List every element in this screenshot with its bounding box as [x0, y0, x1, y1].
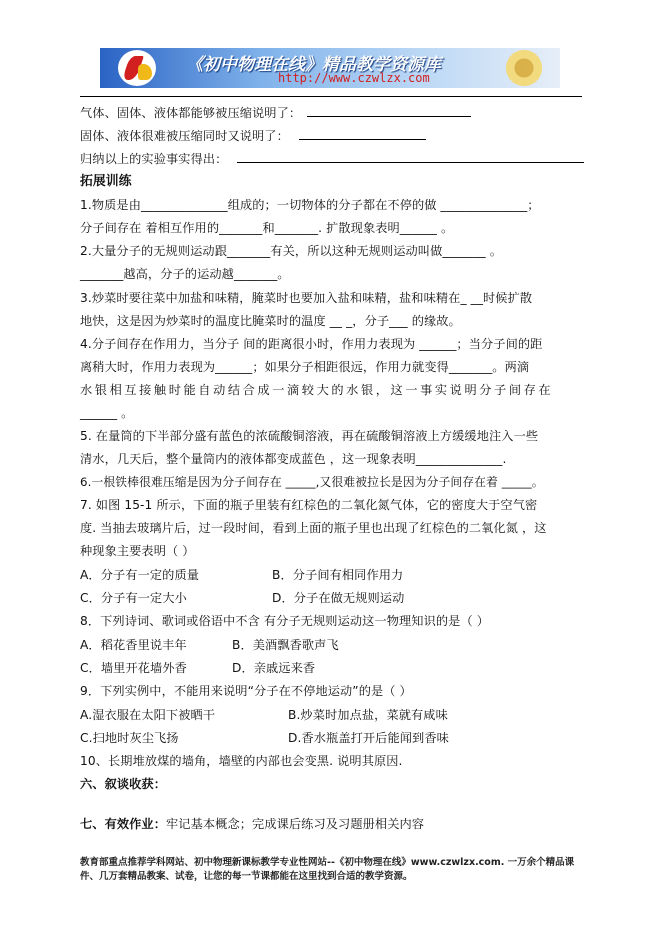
question-4-line-3: 水银相互接触时能自动结合成一滴较大的水银，这一事实说明分子间存在: [80, 383, 554, 397]
question-7-line-3: 种现象主要表明（ ）: [80, 544, 195, 558]
question-9-option-d: D.香水瓶盖打开后能闻到香味: [288, 731, 449, 745]
question-9-option-b: B.炒菜时加点盐，菜就有咸味: [288, 708, 448, 722]
footer-line-2: 件、几万套精品教案、试卷，让您的每一节课都能在这里找到合适的教学资源。: [80, 871, 413, 882]
question-9: 9．下列实例中，不能用来说明“分子在不停地运动”的是（ ）: [80, 684, 412, 698]
question-4-line-1: 4.分子间存在作用力，当分子 间的距离很小时，作用力表现为 ______；当分子间的距: [80, 337, 543, 351]
question-6: 6.一根铁棒很难压缩是因为分子间存在 _____,又很难被拉长是因为分子间存在着 _____。: [80, 475, 544, 489]
question-7-option-b: B．分子间有相同作用力: [272, 568, 404, 582]
question-7-line-1: 7. 如图 15-1 所示，下面的瓶子里装有红棕色的二氧化氮气体，它的密度大于空气密: [80, 498, 538, 512]
banner-url[interactable]: http://www.czwlzx.com: [278, 71, 430, 85]
question-8-option-c: C．墙里开花墙外香: [80, 661, 187, 675]
question-8-option-d: D．亲戚远来香: [232, 661, 316, 675]
footer-line-1: 教育部重点推荐学科网站、初中物理新课标教学专业性网站--《初中物理在线》www.czwlzx.com. 一万余个精品课: [80, 857, 575, 868]
page-footer: [80, 856, 590, 884]
question-2-line-2: _______越高，分子的运动越_______。: [80, 267, 290, 281]
question-4-line-4: ______ 。: [80, 406, 134, 420]
section-heading-expand: 拓展训练: [80, 174, 132, 189]
header-divider: [80, 96, 582, 97]
question-3-line-2: 地快，这是因为炒菜时的温度比腌菜时的温度 __ _，分子___ 的缘故。: [80, 314, 461, 328]
question-5-line-1: 5. 在量筒的下半部分盛有蓝色的浓硫酸铜溶液，再在硫酸铜溶液上方缓缓地注入一些: [80, 429, 539, 443]
site-logo: [118, 50, 156, 86]
sunflower-decoration: [494, 48, 554, 88]
question-7-option-a: A．分子有一定的质量: [80, 568, 200, 582]
question-1-line-2: 分子间存在 着相互作用的_______和_______. 扩散现象表明______ 。: [80, 221, 454, 235]
question-4-line-2: 离稍大时，作用力表现为______；如果分子相距很远，作用力就变得_______。两滴: [80, 360, 530, 374]
section-6-heading: 六、叙谈收获：: [80, 777, 167, 791]
question-2-line-1: 2.大量分子的无规则运动跟_______有关，所以这种无规则运动叫做_______ 。: [80, 244, 502, 258]
question-8-option-b: B．美酒飘香歌声飞: [232, 638, 339, 652]
section-7-heading: 七、有效作业：: [80, 817, 167, 831]
question-8: 8．下列诗词、歌词或俗语中不含 有分子无规则运动这一物理知识的是（ ）: [80, 614, 490, 628]
section-7: [80, 816, 424, 832]
question-conclude: 归纳以上的实验事实得出：: [80, 150, 584, 167]
question-8-option-a: A．稻花香里说丰年: [80, 638, 187, 652]
question-10: 10、长期堆放煤的墙角，墙壁的内部也会变黑. 说明其原因.: [80, 754, 403, 768]
question-5-line-2: 清水，几天后，整个量筒内的液体都变成蓝色 ，这一现象表明______________.: [80, 452, 507, 466]
question-compress: 气体、固体、液体都能够被压缩说明了：: [80, 104, 471, 121]
question-7-option-d: D．分子在做无规则运动: [272, 591, 405, 605]
banner-title: 《初中物理在线》精品教学资源库: [186, 55, 441, 75]
question-9-option-a: A.湿衣服在太阳下被晒干: [80, 708, 216, 722]
question-hard-compress: 固体、液体很难被压缩同时又说明了：: [80, 127, 426, 144]
question-7-line-2: 度. 当抽去玻璃片后，过一段时间，看到上面的瓶子里也出现了红棕色的二氧化氮 ，这: [80, 521, 547, 535]
question-1-line-1: 1.物质是由______________组成的；一切物体的分子都在不停的做 ______________；: [80, 198, 540, 212]
section-7-body: 牢记基本概念；完成课后练习及习题册相关内容: [166, 817, 425, 831]
header-banner: [100, 48, 560, 88]
question-7-option-c: C．分子有一定大小: [80, 591, 187, 605]
question-9-option-c: C.扫地时灰尘飞扬: [80, 731, 179, 745]
question-3-line-1: 3.炒菜时要往菜中加盐和味精，腌菜时也要加入盐和味精，盐和味精在_ __时候扩散: [80, 291, 533, 305]
